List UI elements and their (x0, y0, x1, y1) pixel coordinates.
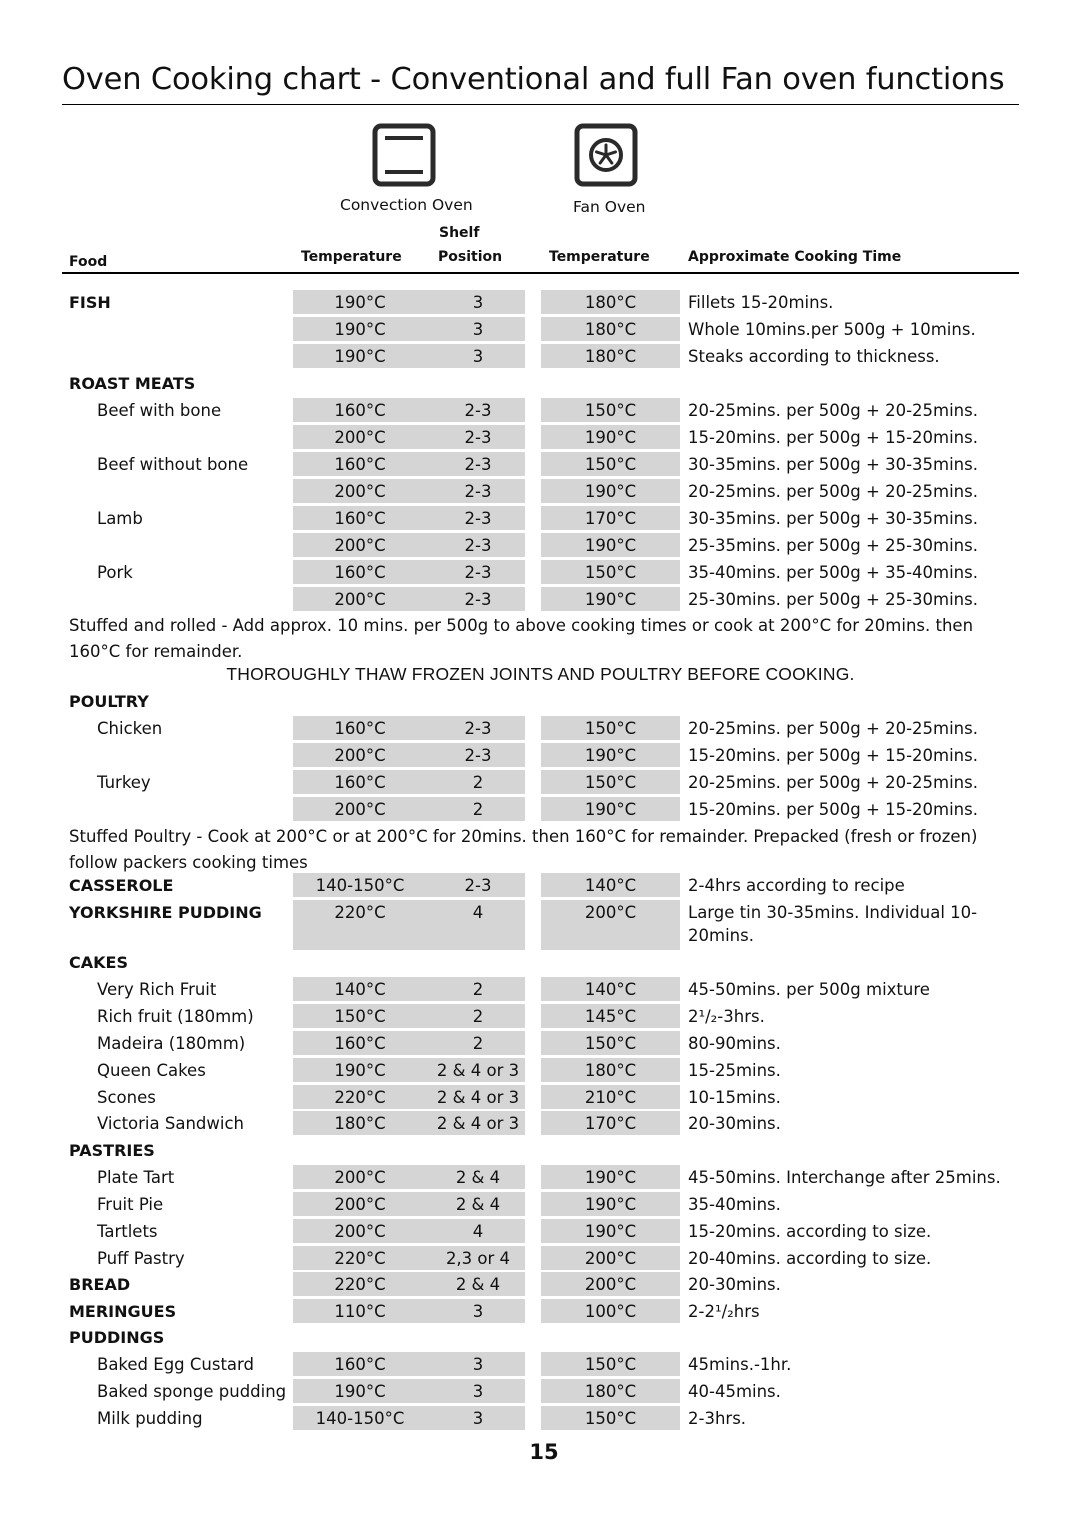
convection-temperature: 190°C (334, 347, 386, 366)
page-number: 15 (529, 1440, 559, 1464)
shelf-position: 2-3 (464, 428, 492, 447)
food-label: Beef with bone (97, 401, 222, 420)
fan-temperature: 140°C (584, 980, 637, 999)
food-label: Lamb (97, 509, 143, 528)
cooking-time: 15-20mins. per 500g + 15-20mins. (688, 428, 978, 447)
table-row (62, 398, 1019, 425)
convection-temperature: 150°C (334, 1007, 386, 1026)
table-row (62, 770, 1019, 797)
table-row (62, 743, 1019, 770)
table-row (62, 317, 1019, 344)
shelf-position: 2-3 (464, 876, 492, 895)
convection-temperature: 190°C (334, 1382, 386, 1401)
category-label: MERINGUES (69, 1302, 177, 1321)
fan-temperature: 150°C (584, 719, 637, 738)
shelf-position: 2 (472, 773, 484, 792)
convection-temperature: 160°C (334, 401, 386, 420)
fan-temperature: 150°C (584, 1409, 637, 1428)
table-row (62, 425, 1019, 452)
page-title: Oven Cooking chart - Conventional and full Fan oven functions (62, 62, 1005, 97)
fan-temperature: 190°C (584, 536, 637, 555)
convection-temperature: 200°C (334, 482, 386, 501)
food-label: Plate Tart (97, 1168, 175, 1187)
convection-temperature: 200°C (334, 428, 386, 447)
shelf-position: 3 (472, 1409, 484, 1428)
food-label: Puff Pastry (97, 1249, 185, 1268)
category-label: ROAST MEATS (69, 374, 196, 393)
note-text: Stuffed and rolled - Add approx. 10 mins. per 500g to above cooking times or cook at 200°C for 20mins. then 160°C for remainder. (69, 616, 974, 661)
shelf-position: 2-3 (464, 590, 492, 609)
cooking-time: Fillets 15-20mins. (688, 293, 834, 312)
shelf-position: 2 & 4 (455, 1195, 501, 1214)
convection-temperature: 180°C (334, 1114, 386, 1133)
convection-oven-heading: Convection Oven (340, 196, 473, 214)
fan-temperature: 150°C (584, 1034, 637, 1053)
table-row (62, 1004, 1019, 1031)
table-row (62, 1111, 1019, 1138)
cooking-time: 2¹/₂-3hrs. (688, 1007, 765, 1026)
fan-temperature: 200°C (584, 1249, 637, 1268)
food-label: Beef without bone (97, 455, 249, 474)
table-row (62, 1219, 1019, 1246)
shelf-header: Shelf (439, 225, 480, 241)
category-label: CAKES (69, 953, 128, 972)
food-label: Victoria Sandwich (97, 1114, 244, 1133)
fan-temperature: 150°C (584, 401, 637, 420)
cooking-time: 20-25mins. per 500g + 20-25mins. (688, 773, 978, 792)
cooking-time: Large tin 30-35mins. Individual 10-20mins. (688, 903, 978, 945)
shelf-position: 4 (472, 1222, 484, 1241)
cooking-time: 2-2¹/₂hrs (688, 1302, 760, 1321)
convection-temperature: 220°C (334, 903, 386, 922)
table-row (62, 1299, 1019, 1326)
cooking-time: 30-35mins. per 500g + 30-35mins. (688, 455, 978, 474)
cooking-time: 30-35mins. per 500g + 30-35mins. (688, 509, 978, 528)
cooking-time: 20-30mins. (688, 1275, 781, 1294)
category-label: CASSEROLE (69, 876, 174, 895)
convection-temperature: 190°C (334, 293, 386, 312)
cooking-time: 2-3hrs. (688, 1409, 747, 1428)
food-label: Madeira (180mm) (97, 1034, 246, 1053)
shelf-position: 2 (472, 800, 484, 819)
convection-temperature: 220°C (334, 1249, 386, 1268)
shelf-position: 2 & 4 (455, 1168, 501, 1187)
fan-oven-icon (574, 123, 638, 187)
convection-temperature: 200°C (334, 1222, 386, 1241)
fan-oven-heading: Fan Oven (573, 198, 646, 216)
thaw-warning-banner: THOROUGHLY THAW FROZEN JOINTS AND POULTRY BEFORE COOKING. (226, 664, 855, 684)
fan-temperature: 140°C (584, 876, 637, 895)
position-header: Position (438, 249, 503, 265)
fan-temperature: 200°C (584, 903, 637, 922)
table-row (62, 1031, 1019, 1058)
category-label: PASTRIES (69, 1141, 155, 1160)
category-label: YORKSHIRE PUDDING (69, 903, 262, 922)
table-row (62, 1165, 1019, 1192)
cooking-time: 15-20mins. per 500g + 15-20mins. (688, 746, 978, 765)
shelf-position: 2-3 (464, 455, 492, 474)
fan-temperature: 145°C (584, 1007, 637, 1026)
shelf-position: 2-3 (464, 719, 492, 738)
shelf-position: 2-3 (464, 746, 492, 765)
cooking-time: 35-40mins. (688, 1195, 781, 1214)
convection-temperature: 160°C (334, 719, 386, 738)
shelf-position: 2-3 (464, 563, 492, 582)
fan-temperature: 150°C (584, 455, 637, 474)
fan-temperature: 150°C (584, 773, 637, 792)
convection-temperature: 200°C (334, 746, 386, 765)
cooking-time: 2-4hrs according to recipe (688, 876, 905, 895)
shelf-position: 2 & 4 or 3 (436, 1088, 520, 1107)
shelf-position: 2-3 (464, 401, 492, 420)
convection-temperature: 200°C (334, 590, 386, 609)
table-row (62, 1246, 1019, 1273)
fan-temperature: 190°C (584, 482, 637, 501)
shelf-position: 2 (472, 980, 484, 999)
food-label: Queen Cakes (97, 1061, 206, 1080)
fan-temperature: 150°C (584, 1355, 637, 1374)
food-label: Fruit Pie (97, 1195, 164, 1214)
shelf-position: 2,3 or 4 (445, 1249, 511, 1268)
fan-temperature: 190°C (584, 1222, 637, 1241)
fan-temperature: 190°C (584, 800, 637, 819)
convection-temperature: 140°C (334, 980, 386, 999)
shelf-position: 2-3 (464, 482, 492, 501)
table-row (62, 1192, 1019, 1219)
table-row (62, 506, 1019, 533)
category-heading-row (62, 950, 1019, 977)
table-row (62, 1379, 1019, 1406)
header-rule (62, 272, 1019, 274)
shelf-position: 2 & 4 or 3 (436, 1114, 520, 1133)
shelf-position: 2 (472, 1007, 484, 1026)
shelf-position: 2-3 (464, 509, 492, 528)
fan-temperature: 190°C (584, 1168, 637, 1187)
convection-temperature: 160°C (334, 1355, 386, 1374)
shelf-position: 2-3 (464, 536, 492, 555)
fan-temperature: 170°C (584, 1114, 637, 1133)
table-row (62, 900, 1019, 954)
shelf-position: 2 & 4 (455, 1275, 501, 1294)
food-label: Baked Egg Custard (97, 1355, 255, 1374)
food-label: Very Rich Fruit (97, 980, 217, 999)
fan-temperature-header: Temperature (549, 249, 650, 265)
table-row (62, 977, 1019, 1004)
cooking-time: 20-25mins. per 500g + 20-25mins. (688, 482, 978, 501)
food-label: Milk pudding (97, 1409, 203, 1428)
cooking-time: Steaks according to thickness. (688, 347, 940, 366)
table-row (62, 1085, 1019, 1112)
chart-note (62, 613, 1019, 665)
table-row (62, 479, 1019, 506)
category-heading-row (62, 1325, 1019, 1352)
convection-temperature: 160°C (334, 1034, 386, 1053)
category-label: BREAD (69, 1275, 131, 1294)
table-row (62, 560, 1019, 587)
shelf-position: 2 (472, 1034, 484, 1053)
convection-temperature: 140-150°C (315, 876, 405, 895)
fan-temperature: 180°C (584, 293, 637, 312)
cooking-time: 15-20mins. per 500g + 15-20mins. (688, 800, 978, 819)
table-row (62, 1058, 1019, 1085)
chart-note (62, 824, 1019, 876)
category-heading-row (62, 371, 1019, 398)
convection-temperature: 220°C (334, 1088, 386, 1107)
cooking-time: 45-50mins. Interchange after 25mins. (688, 1168, 1001, 1187)
cooking-time: 20-40mins. according to size. (688, 1249, 932, 1268)
cooking-time: 25-30mins. per 500g + 25-30mins. (688, 590, 978, 609)
table-row (62, 290, 1019, 317)
cooking-time: 40-45mins. (688, 1382, 781, 1401)
shelf-position: 3 (472, 320, 484, 339)
cooking-time-header: Approximate Cooking Time (688, 249, 902, 265)
food-label: Tartlets (97, 1222, 158, 1241)
table-row (62, 1352, 1019, 1379)
cooking-time: 45-50mins. per 500g mixture (688, 980, 930, 999)
fan-temperature: 180°C (584, 347, 637, 366)
table-row (62, 1406, 1019, 1433)
cooking-time: 10-15mins. (688, 1088, 781, 1107)
shelf-position: 2 & 4 or 3 (436, 1061, 520, 1080)
shelf-position: 3 (472, 1382, 484, 1401)
cooking-time: Whole 10mins.per 500g + 10mins. (688, 320, 976, 339)
title-rule (62, 104, 1019, 105)
cooking-time: 25-35mins. per 500g + 25-30mins. (688, 536, 978, 555)
shelf-position: 3 (472, 1355, 484, 1374)
convection-temperature: 160°C (334, 509, 386, 528)
table-row (62, 716, 1019, 743)
fan-temperature: 190°C (584, 590, 637, 609)
convection-temperature: 200°C (334, 536, 386, 555)
fan-temperature: 170°C (584, 509, 637, 528)
cooking-time: 15-20mins. according to size. (688, 1222, 932, 1241)
food-label: Scones (97, 1088, 156, 1107)
shelf-position: 3 (472, 347, 484, 366)
fan-temperature: 100°C (584, 1302, 637, 1321)
fan-temperature: 190°C (584, 428, 637, 447)
food-label: Baked sponge pudding (97, 1382, 287, 1401)
convection-temperature: 190°C (334, 1061, 386, 1080)
cooking-time: 20-25mins. per 500g + 20-25mins. (688, 719, 978, 738)
food-label: Chicken (97, 719, 163, 738)
fan-temperature: 180°C (584, 320, 637, 339)
table-row (62, 1272, 1019, 1299)
fan-temperature: 150°C (584, 563, 637, 582)
table-row (62, 533, 1019, 560)
cooking-time: 20-25mins. per 500g + 20-25mins. (688, 401, 978, 420)
fan-temperature: 190°C (584, 1195, 637, 1214)
convection-temperature: 190°C (334, 320, 386, 339)
table-row (62, 873, 1019, 900)
cooking-time: 45mins.-1hr. (688, 1355, 792, 1374)
category-label: FISH (69, 293, 111, 312)
fan-temperature: 180°C (584, 1061, 637, 1080)
food-label: Turkey (97, 773, 151, 792)
table-row (62, 587, 1019, 614)
cooking-time: 80-90mins. (688, 1034, 781, 1053)
convection-temperature: 200°C (334, 800, 386, 819)
convection-temperature: 160°C (334, 455, 386, 474)
category-label: POULTRY (69, 692, 149, 711)
conv-temperature-header: Temperature (301, 249, 402, 265)
table-row (62, 797, 1019, 824)
fan-temperature: 190°C (584, 746, 637, 765)
cooking-time: 15-25mins. (688, 1061, 781, 1080)
table-row (62, 452, 1019, 479)
cooking-time: 20-30mins. (688, 1114, 781, 1133)
fan-temperature: 210°C (584, 1088, 637, 1107)
fan-temperature: 180°C (584, 1382, 637, 1401)
category-heading-row (62, 1138, 1019, 1165)
food-label: Pork (97, 563, 133, 582)
convection-temperature: 140-150°C (315, 1409, 405, 1428)
convection-temperature: 110°C (334, 1302, 386, 1321)
shelf-position: 4 (472, 903, 484, 922)
convection-temperature: 220°C (334, 1275, 386, 1294)
fan-temperature: 200°C (584, 1275, 637, 1294)
shelf-position: 3 (472, 293, 484, 312)
cooking-time: 35-40mins. per 500g + 35-40mins. (688, 563, 978, 582)
convection-temperature: 160°C (334, 773, 386, 792)
food-label: Rich fruit (180mm) (97, 1007, 254, 1026)
convection-temperature: 200°C (334, 1195, 386, 1214)
note-text: Stuffed Poultry - Cook at 200°C or at 200°C for 20mins. then 160°C for remainder. Prepacked (fresh or frozen) follow packers cooking times (69, 827, 978, 872)
convection-temperature: 160°C (334, 563, 386, 582)
category-label: PUDDINGS (69, 1328, 165, 1347)
shelf-position: 3 (472, 1302, 484, 1321)
food-column-header: Food (69, 254, 108, 270)
table-row (62, 344, 1019, 371)
category-heading-row (62, 689, 1019, 716)
convection-temperature: 200°C (334, 1168, 386, 1187)
conventional-oven-icon (372, 123, 436, 187)
